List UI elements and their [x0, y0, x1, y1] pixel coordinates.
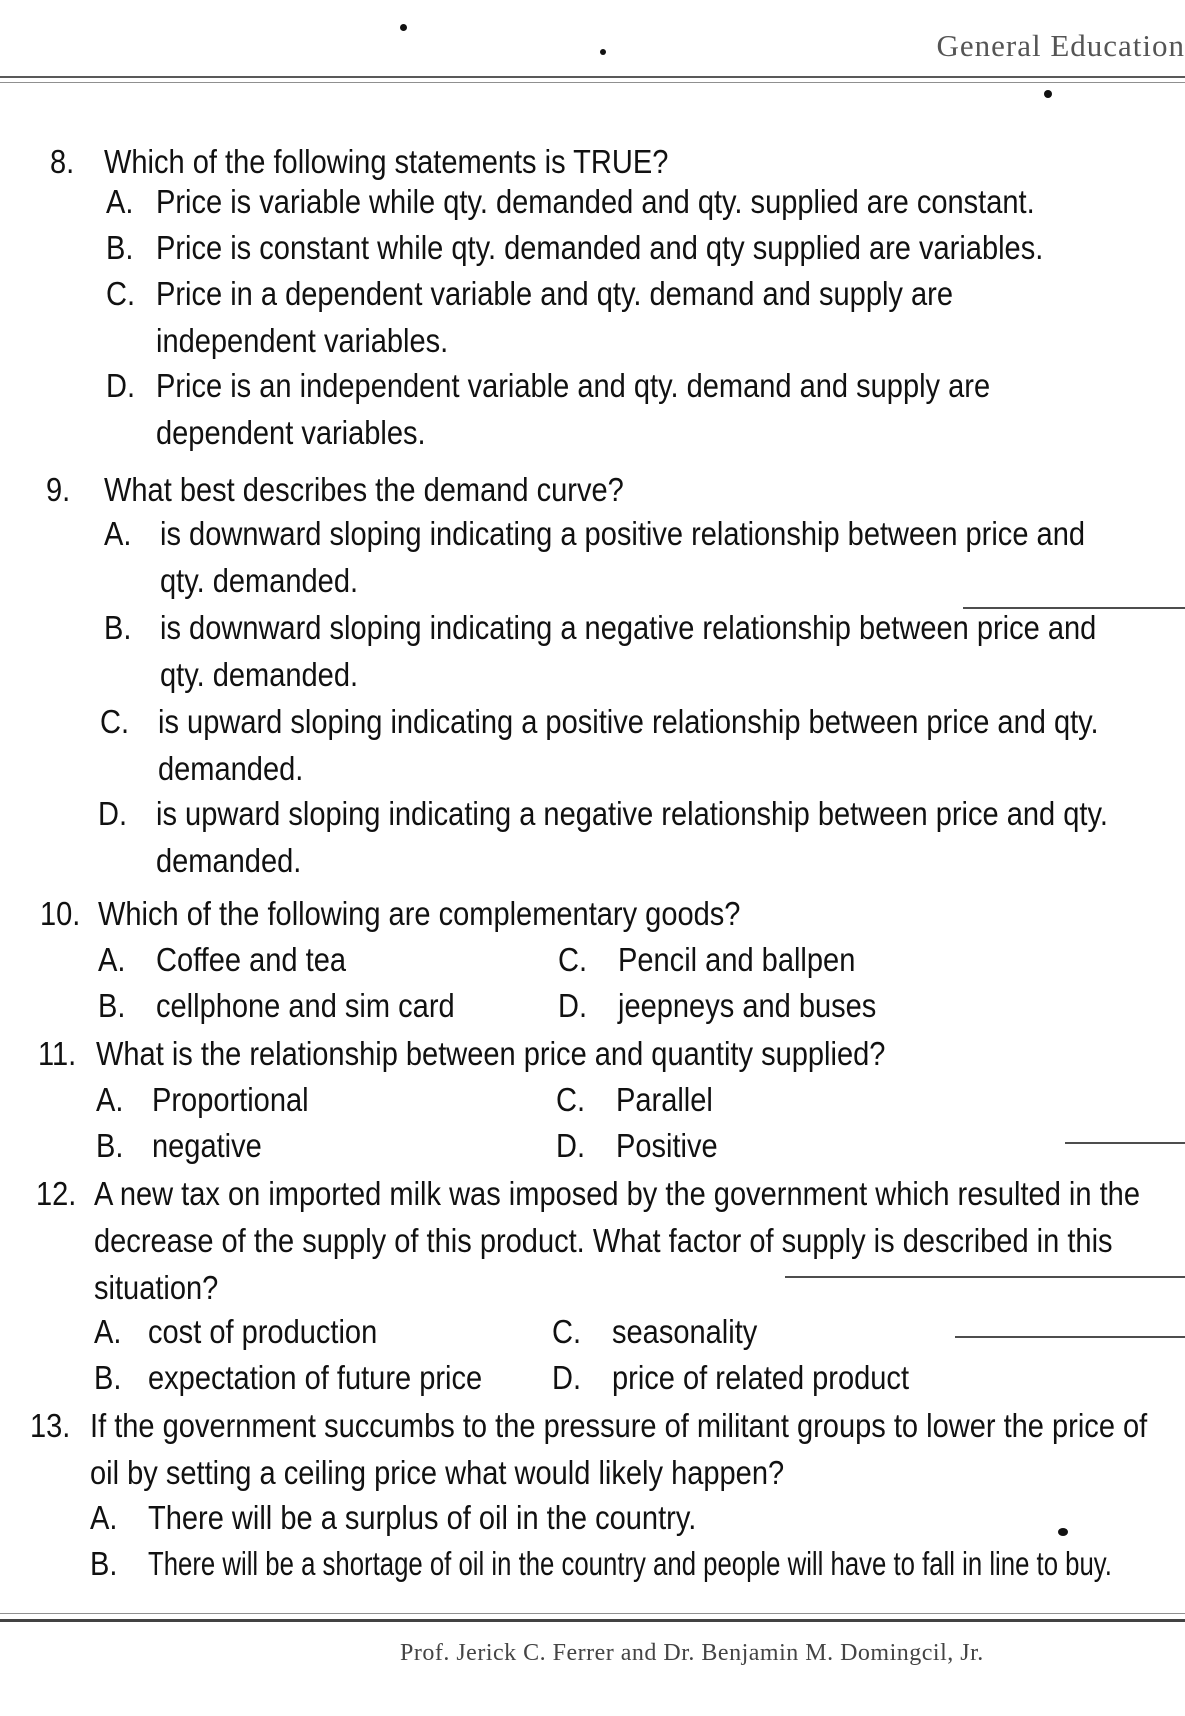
- print-speck: [600, 49, 606, 55]
- option-a: [104, 510, 1185, 604]
- question-stem: What best describes the demand curve?: [104, 471, 624, 508]
- option-letter: B.: [106, 229, 134, 266]
- question-number: 13.: [30, 1407, 71, 1444]
- option-d: [106, 362, 1185, 456]
- print-speck: [1044, 90, 1052, 98]
- option-text: Parallel: [616, 1081, 713, 1118]
- margin-rule: [963, 607, 1185, 609]
- option-letter: C.: [558, 941, 588, 978]
- option-letter: D.: [106, 367, 136, 404]
- option-text: There will be a surplus of oil in the country.: [148, 1499, 697, 1536]
- option-d: [98, 790, 1185, 884]
- margin-rule: [955, 1336, 1185, 1338]
- option-letter: B.: [94, 1359, 122, 1396]
- option-letter: D.: [552, 1359, 582, 1396]
- option-text: expectation of future price: [148, 1359, 483, 1396]
- option-text: seasonality: [612, 1313, 758, 1350]
- option-letter: D.: [556, 1127, 586, 1164]
- question-stem: A new tax on imported milk was imposed by the government which resulted in the decrease of the supply of this product. What factor of supply is described in this situation?: [94, 1175, 1140, 1306]
- footer-author-credit: Prof. Jerick C. Ferrer and Dr. Benjamin M. Domingcil, Jr.: [400, 1640, 984, 1666]
- option-letter: C.: [106, 275, 136, 312]
- margin-rule: [1065, 1142, 1185, 1144]
- question-number: 10.: [40, 895, 81, 932]
- option-text: Price in a dependent variable and qty. demand and supply are independent variables.: [156, 275, 953, 359]
- footer-rule: [0, 1619, 1185, 1622]
- question-number: 9.: [46, 471, 71, 508]
- option-letter: B.: [90, 1545, 118, 1582]
- option-text: is downward sloping indicating a positive relationship between price and qty. demanded.: [160, 515, 1086, 599]
- question-number: 8.: [50, 143, 75, 180]
- margin-rule: [785, 1276, 1185, 1278]
- option-letter: D.: [98, 795, 128, 832]
- option-text: Positive: [616, 1127, 718, 1164]
- option-letter: A.: [90, 1499, 118, 1536]
- footer-rule-thin: [0, 1613, 1185, 1614]
- header-rule: [0, 76, 1185, 78]
- option-text: negative: [152, 1127, 262, 1164]
- section-header-title: General Education: [936, 28, 1185, 63]
- question-stem: What is the relationship between price and quantity supplied?: [96, 1035, 886, 1072]
- option-c: [100, 698, 1185, 792]
- option-letter: A.: [98, 941, 126, 978]
- option-text: jeepneys and buses: [618, 987, 877, 1024]
- print-speck: [400, 24, 407, 31]
- question-stem: Which of the following are complementary goods?: [98, 895, 741, 932]
- question-stem: Which of the following statements is TRUE?: [104, 143, 669, 180]
- option-letter: A.: [94, 1313, 122, 1350]
- option-c: [106, 270, 1185, 364]
- question-stem: If the government succumbs to the pressure of militant groups to lower the price of oil by setting a ceiling price what would likely happen?: [90, 1407, 1148, 1491]
- option-b: [106, 224, 1185, 271]
- option-text: is downward sloping indicating a negative relationship between price and qty. demanded.: [160, 609, 1097, 693]
- header-rule-thin: [0, 82, 1185, 83]
- question-list: [0, 138, 1185, 1582]
- option-text: price of related product: [612, 1359, 910, 1396]
- option-letter: A.: [106, 183, 134, 220]
- option-text: Coffee and tea: [156, 941, 346, 978]
- question-8: [0, 138, 1185, 468]
- option-text: Price is variable while qty. demanded and qty. supplied are constant.: [156, 183, 1035, 220]
- option-text: Proportional: [152, 1081, 309, 1118]
- option-a: [106, 178, 1185, 225]
- option-text: There will be a shortage of oil in the country and people will have to fall in line to buy.: [148, 1545, 1112, 1582]
- option-text: cost of production: [148, 1313, 378, 1350]
- option-letter: A.: [96, 1081, 124, 1118]
- option-letter: C.: [556, 1081, 586, 1118]
- option-letter: C.: [100, 703, 130, 740]
- option-b: [104, 604, 1185, 698]
- option-text: is upward sloping indicating a positive relationship between price and qty. demanded.: [158, 703, 1099, 787]
- option-text: is upward sloping indicating a negative relationship between price and qty. demanded.: [156, 795, 1108, 879]
- option-text: cellphone and sim card: [156, 987, 455, 1024]
- option-text: Price is an independent variable and qty. demand and supply are dependent variables.: [156, 367, 991, 451]
- option-letter: B.: [98, 987, 126, 1024]
- question-number: 11.: [38, 1035, 77, 1072]
- option-letter: A.: [104, 515, 132, 552]
- option-text: Price is constant while qty. demanded and qty supplied are variables.: [156, 229, 1044, 266]
- option-text: Pencil and ballpen: [618, 941, 856, 978]
- option-letter: D.: [558, 987, 588, 1024]
- question-number: 12.: [36, 1175, 77, 1212]
- print-speck: [1058, 1528, 1068, 1536]
- option-letter: C.: [552, 1313, 582, 1350]
- option-letter: B.: [96, 1127, 124, 1164]
- option-letter: B.: [104, 609, 132, 646]
